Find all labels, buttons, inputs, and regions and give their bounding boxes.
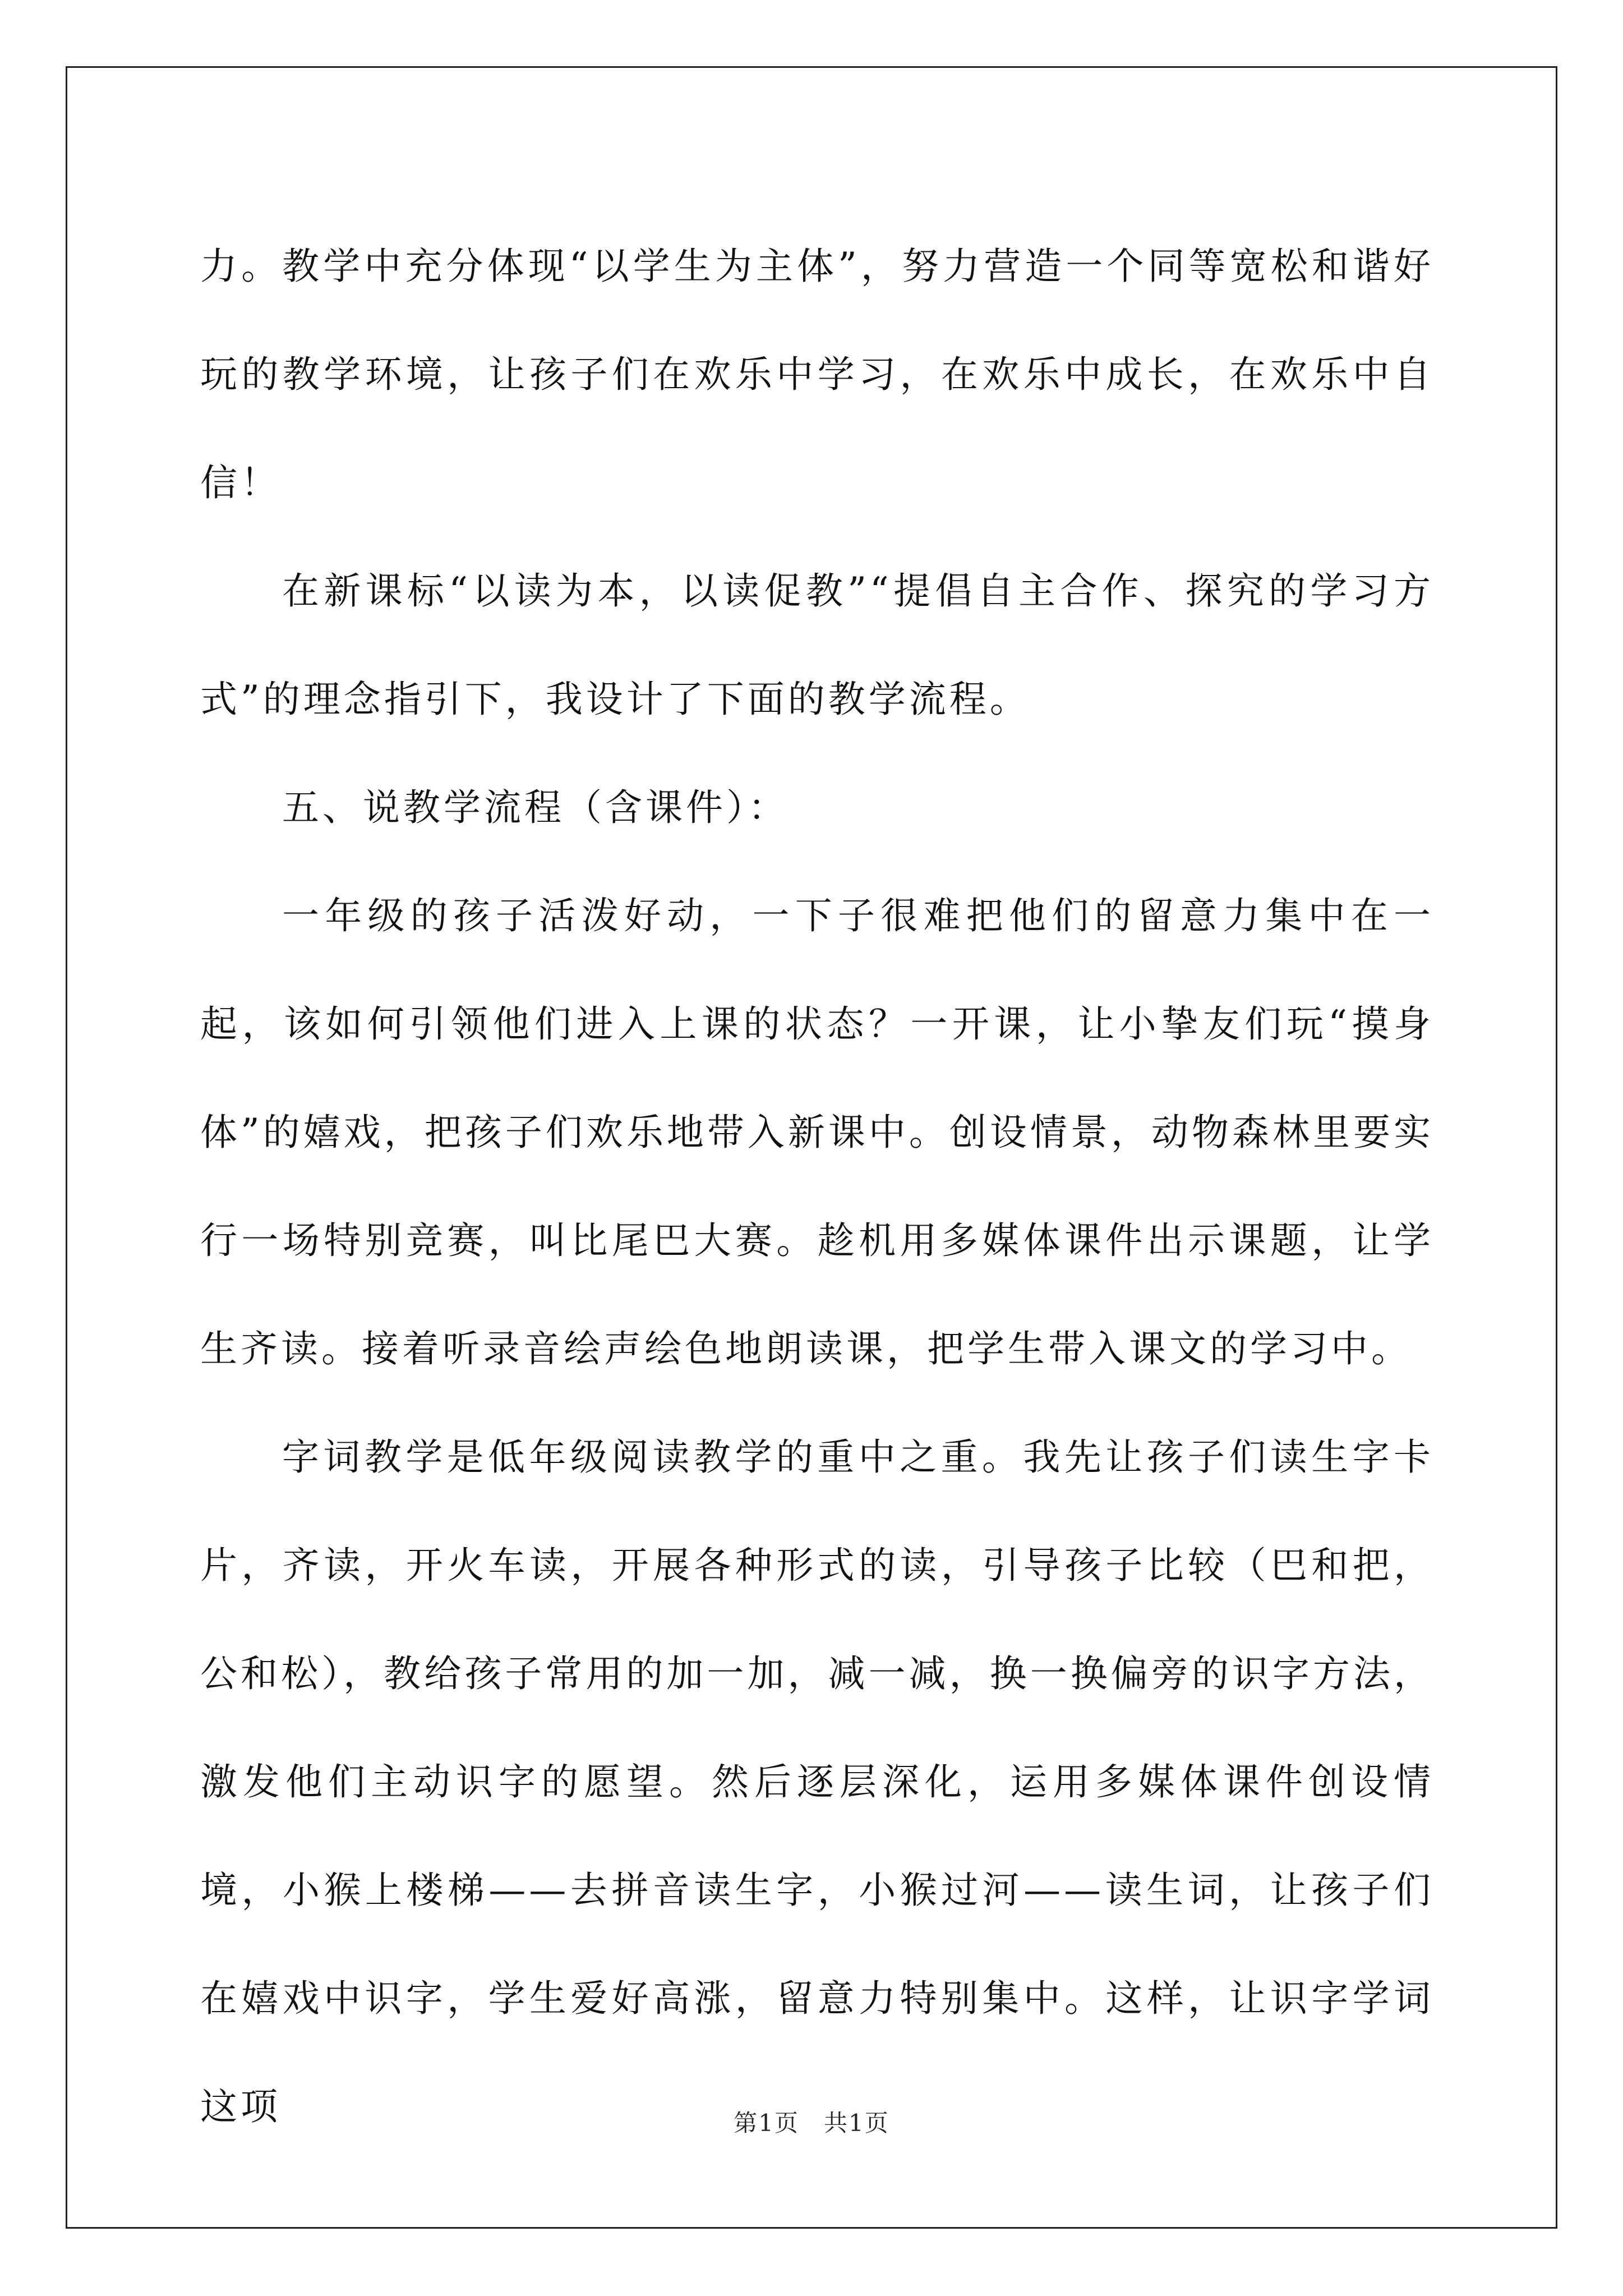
paragraph-1: 力。教学中充分体现“以学生为主体”，努力营造一个同等宽松和谐好玩的教学环境，让孩子们在欢乐中学习，在欢乐中成长，在欢乐中自信！ — [200, 245, 1434, 504]
paragraph-4: 一年级的孩子活泼好动，一下子很难把他们的留意力集中在一起，该如何引领他们进入上课的状态？一开课，让小挚友们玩“摸身体”的嬉戏，把孩子们欢乐地带入新课中。创设情景，动物森林里要实行一场特别竞赛，叫比尾巴大赛。趁机用多媒体课件出示课题，让学生齐读。接着听录音绘声绘色地朗读课，把学生带入课文的学习中。 — [200, 894, 1434, 1370]
paragraph-3-heading: 五、说教学流程（含课件）： — [282, 786, 789, 829]
paragraph-5: 字词教学是低年级阅读教学的重中之重。我先让孩子们读生字卡片，齐读，开火车读，开展各种形式的读，引导孩子比较（巴和把，公和松），教给孩子常用的加一加，减一减，换一换偏旁的识字方法，激发他们主动识字的愿望。然后逐层深化，运用多媒体课件创设情境，小猴上楼梯——去拼音读生字，小猴过河——读生词，让孩子们在嬉戏中识字，学生爱好高涨，留意力特别集中。这样，让识字学词这项 — [200, 1435, 1434, 2128]
page-footer: 第1页 共1页 — [734, 2109, 889, 2137]
document-body — [200, 212, 1434, 2161]
paragraph-2: 在新课标“以读为本，以读促教”“提倡自主合作、探究的学习方式”的理念指引下，我设计了下面的教学流程。 — [200, 569, 1434, 721]
